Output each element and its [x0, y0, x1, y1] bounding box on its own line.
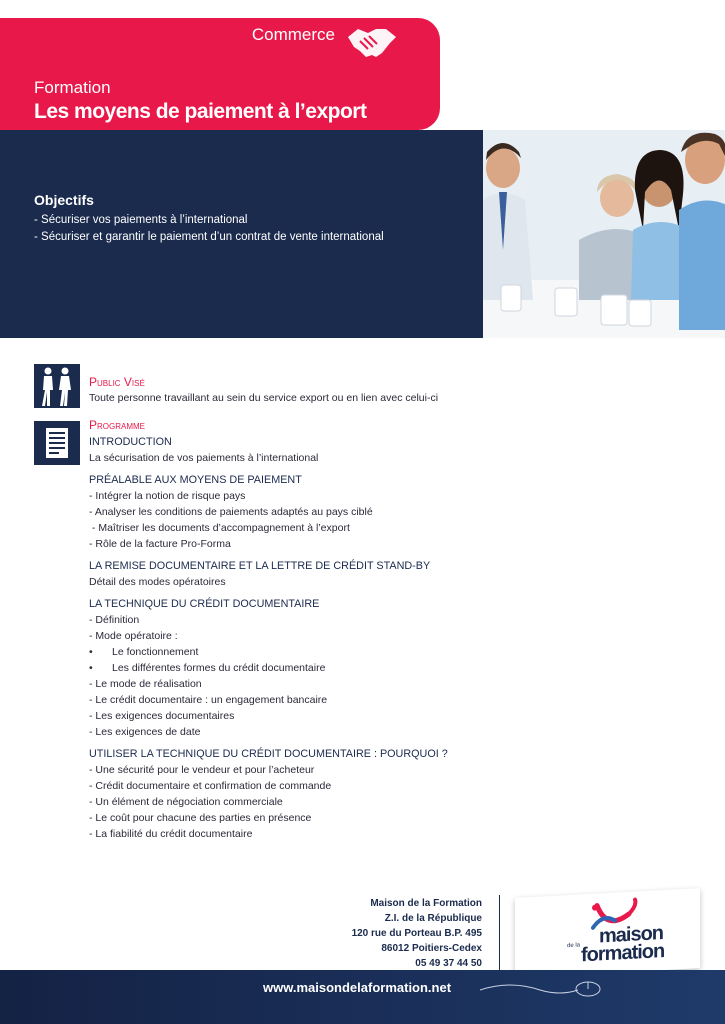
mouse-icon — [480, 976, 610, 1006]
public-heading: Public Visé — [89, 375, 145, 389]
block-line: - Rôle de la facture Pro-Forma — [89, 538, 231, 550]
programme-content — [89, 434, 489, 848]
contact-address — [352, 896, 482, 971]
header-banner — [0, 18, 440, 130]
contact-phone: 05 49 37 44 50 — [415, 958, 482, 969]
block-title: PRÉALABLE AUX MOYENS DE PAIEMENT — [89, 474, 302, 486]
block-line: Détail des modes opératoires — [89, 576, 226, 588]
website-link[interactable]: www.maisondelaformation.net — [263, 980, 452, 995]
block-line: - Analyser les conditions de paiements adaptés au pays ciblé — [89, 506, 373, 518]
programme-block — [89, 558, 489, 590]
bullet-text: Le fonctionnement — [112, 646, 199, 658]
objectives-band — [0, 130, 725, 338]
block-line: - Un élément de négociation commerciale — [89, 796, 283, 808]
programme-block — [89, 472, 489, 552]
logo — [515, 888, 700, 978]
team-photo — [483, 130, 725, 338]
contact-line: 120 rue du Porteau B.P. 495 — [351, 928, 482, 939]
block-line: - Le coût pour chacune des parties en présence — [89, 812, 312, 824]
programme-block — [89, 434, 489, 466]
block-line: - Une sécurité pour le vendeur et pour l’acheteur — [89, 764, 315, 776]
document-icon — [34, 421, 80, 465]
bullet-dot-icon: • — [89, 662, 93, 674]
block-line: - Le mode de réalisation — [89, 678, 202, 690]
block-line: - Maîtriser les documents d’accompagnement à l’export — [89, 522, 350, 534]
objective-item: - Sécuriser vos paiements à l’international — [34, 214, 248, 226]
contact-line: Z.I. de la République — [384, 913, 482, 924]
block-line: - Les exigences documentaires — [89, 710, 235, 722]
bullet-line — [89, 660, 489, 676]
bullet-dot-icon: • — [89, 646, 93, 658]
logo-small-text: de la — [567, 942, 581, 950]
contact-name: Maison de la Formation — [370, 898, 482, 909]
block-title: INTRODUCTION — [89, 436, 172, 448]
bullet-text: Les différentes formes du crédit documentaire — [112, 662, 326, 674]
divider — [499, 895, 500, 975]
block-line: La sécurisation de vos paiements à l’international — [89, 452, 319, 464]
block-title: UTILISER LA TECHNIQUE DU CRÉDIT DOCUMENTAIRE : POURQUOI ? — [89, 748, 448, 760]
block-line: - Intégrer la notion de risque pays — [89, 490, 246, 502]
block-line: - Mode opératoire : — [89, 630, 178, 642]
logo-line1: maison — [599, 922, 664, 948]
programme-block — [89, 746, 489, 842]
category-label: Commerce — [251, 25, 335, 44]
objectives-list — [34, 212, 384, 246]
contact-line: 86012 Poitiers-Cedex — [381, 943, 482, 954]
objective-item: - Sécuriser et garantir le paiement d’un contrat de vente international — [34, 231, 384, 243]
objectives-title: Objectifs — [34, 192, 94, 208]
bullet-line — [89, 644, 489, 660]
course-title: Les moyens de paiement à l’export — [34, 100, 367, 123]
block-line: - Les exigences de date — [89, 726, 201, 738]
people-icon — [34, 364, 80, 408]
block-line: - Définition — [89, 614, 140, 626]
block-line: - Crédit documentaire et confirmation de commande — [89, 780, 332, 792]
public-text: Toute personne travaillant au sein du service export ou en lien avec celui-ci — [89, 392, 439, 404]
programme-block — [89, 596, 489, 740]
block-title: LA TECHNIQUE DU CRÉDIT DOCUMENTAIRE — [89, 598, 320, 610]
programme-heading: Programme — [89, 418, 146, 432]
block-title: LA REMISE DOCUMENTAIRE ET LA LETTRE DE CRÉDIT STAND-BY — [89, 560, 431, 572]
formation-label: Formation — [34, 78, 111, 97]
block-line: - La fiabilité du crédit documentaire — [89, 828, 253, 840]
logo-line2: formation — [581, 940, 665, 967]
handshake-icon — [346, 23, 398, 61]
footer — [0, 970, 725, 1024]
block-line: - Le crédit documentaire : un engagement bancaire — [89, 694, 328, 706]
